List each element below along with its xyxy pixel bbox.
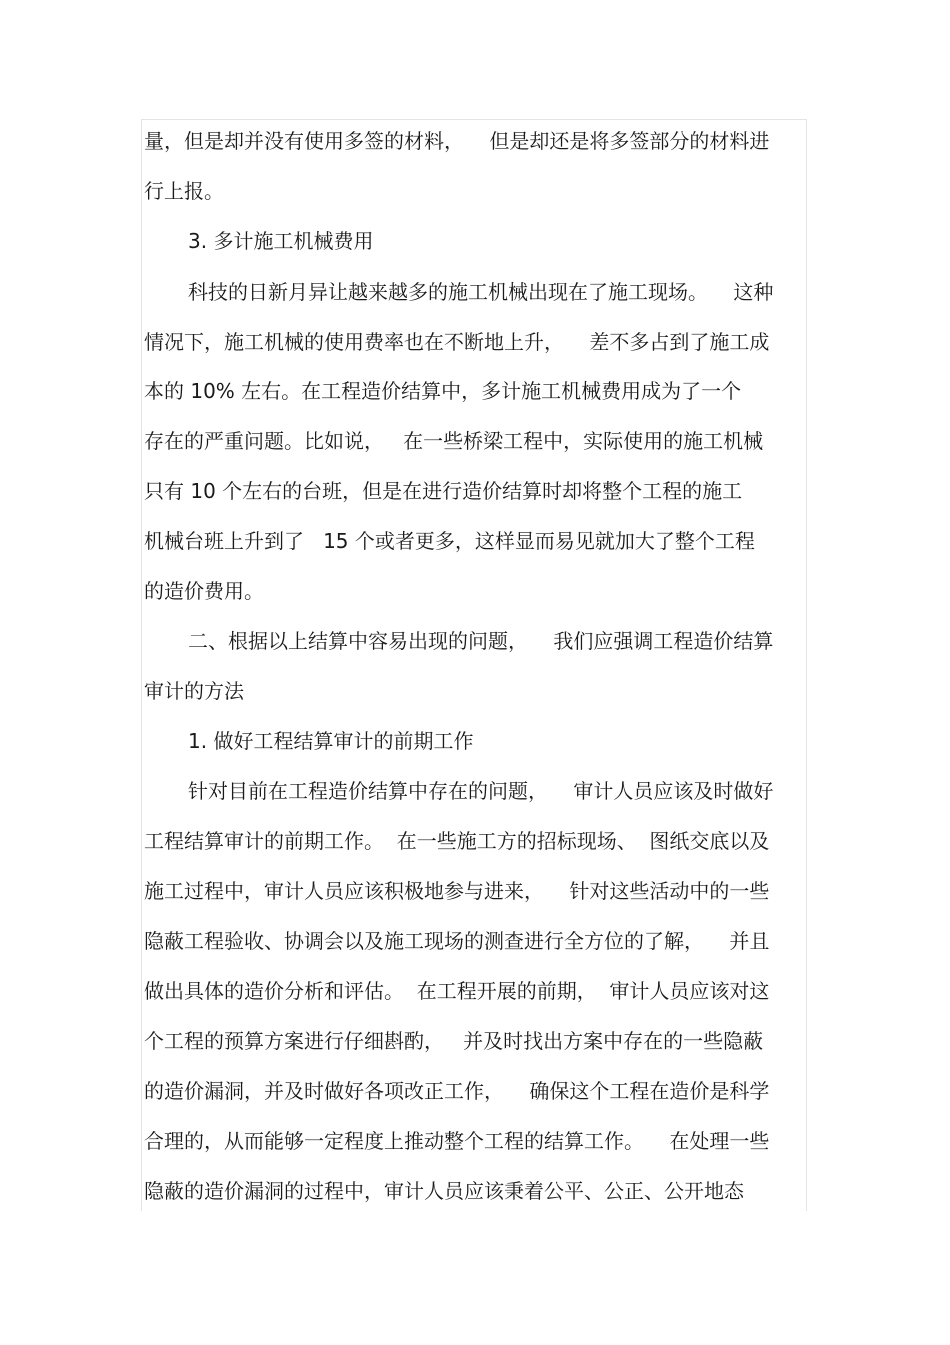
section-heading: 1. 做好工程结算审计的前期工作	[188, 729, 474, 753]
text-line: 的造价费用。	[144, 579, 264, 603]
text-line: 科技的日新月异让越来越多的施工机械出现在了施工现场。 这种	[188, 280, 774, 304]
section-heading: 3. 多计施工机械费用	[188, 229, 374, 253]
text-line: 存在的严重问题。比如说， 在一些桥梁工程中，实际使用的施工机械	[144, 429, 764, 453]
section-heading: 二、根据以上结算中容易出现的问题， 我们应强调工程造价结算	[188, 629, 774, 653]
text-line: 本的 10% 左右。在工程造价结算中，多计施工机械费用成为了一个	[144, 379, 742, 403]
text-line: 的造价漏洞，并及时做好各项改正工作， 确保这个工程在造价是科学	[144, 1079, 770, 1103]
text-line: 机械台班上升到了 15 个或者更多，这样显而易见就加大了整个工程	[144, 529, 755, 553]
text-line: 量，但是却并没有使用多签的材料， 但是却还是将多签部分的材料进	[144, 129, 770, 153]
text-line: 针对目前在工程造价结算中存在的问题， 审计人员应该及时做好	[188, 779, 774, 803]
section-heading: 审计的方法	[144, 679, 244, 703]
text-line: 只有 10 个左右的台班，但是在进行造价结算时却将整个工程的施工	[144, 479, 743, 503]
text-line: 合理的，从而能够一定程度上推动整个工程的结算工作。 在处理一些	[144, 1129, 770, 1153]
text-line: 个工程的预算方案进行仔细斟酌， 并及时找出方案中存在的一些隐蔽	[144, 1029, 764, 1053]
text-line: 隐蔽工程验收、协调会以及施工现场的测查进行全方位的了解， 并且	[144, 929, 770, 953]
text-line: 施工过程中，审计人员应该积极地参与进来， 针对这些活动中的一些	[144, 879, 770, 903]
text-line: 隐蔽的造价漏洞的过程中，审计人员应该秉着公平、公正、公开地态	[144, 1179, 744, 1203]
text-line: 情况下，施工机械的使用费率也在不断地上升， 差不多占到了施工成	[144, 330, 770, 354]
text-line: 工程结算审计的前期工作。 在一些施工方的招标现场、 图纸交底以及	[144, 829, 770, 853]
text-line: 行上报。	[144, 179, 224, 203]
text-line: 做出具体的造价分析和评估。 在工程开展的前期， 审计人员应该对这	[144, 979, 770, 1003]
